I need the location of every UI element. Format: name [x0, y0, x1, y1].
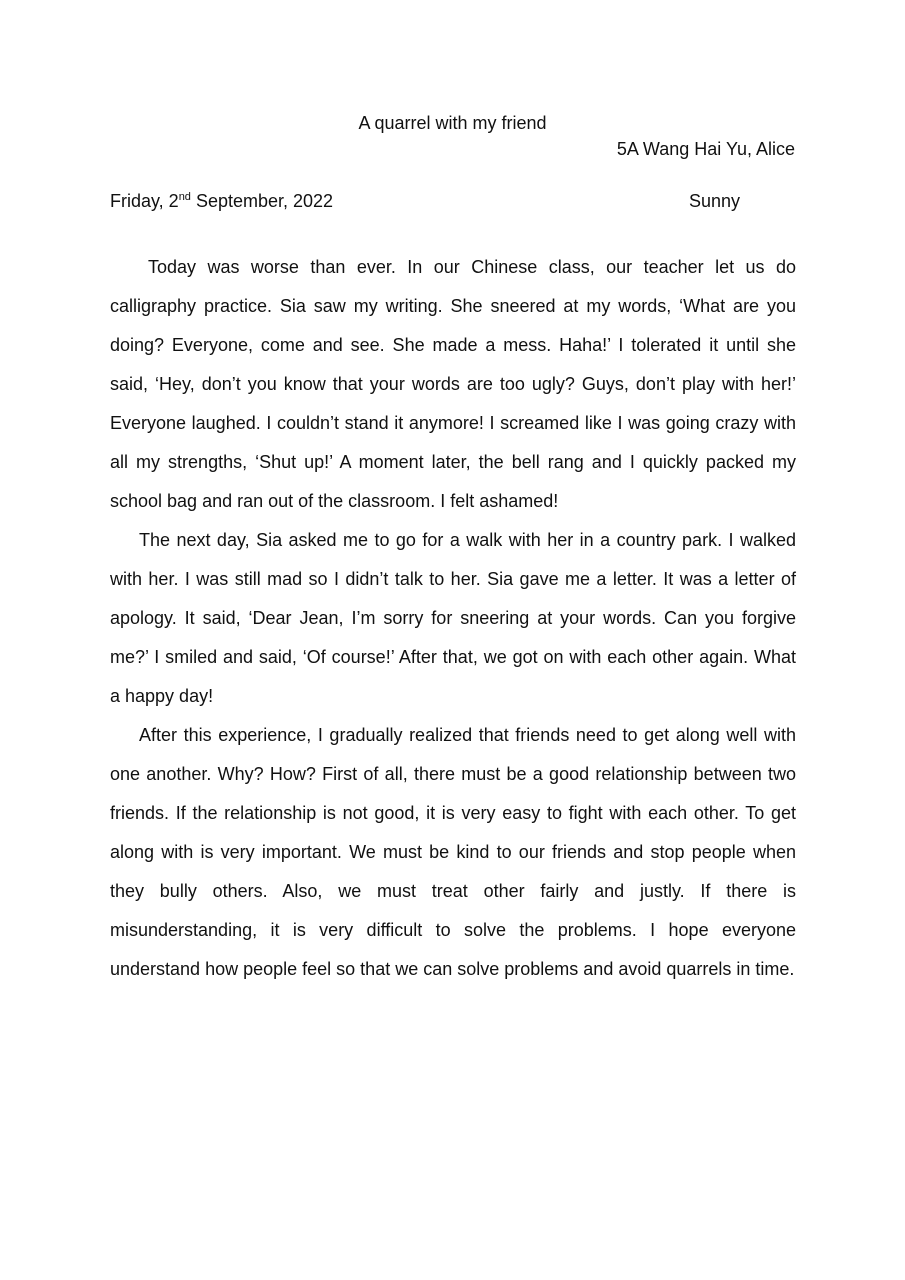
document-title: A quarrel with my friend: [358, 113, 547, 133]
weather-label: Sunny: [689, 191, 741, 211]
author-line: 5A Wang Hai Yu, Alice: [616, 139, 795, 159]
paragraph-3: After this experience, I gradually realized that friends need to get along well with one another. Why? How? First of all, there must be a good relationship between two friends. If the relationship is not good, it is very easy to fight with each other. To get along with is very important. We must be kind to our friends and stop people when they bully others. Also, we must treat other fairly and justly. If there is misunderstanding, it is very difficult to solve the problems. I hope everyone understand how people feel so that we can solve problems and avoid quarrels in time.: [110, 725, 796, 979]
essay-body: [110, 248, 796, 989]
date-line: [110, 189, 333, 213]
date-day: Friday, 2: [110, 191, 179, 211]
paragraph-2: The next day, Sia asked me to go for a walk with her in a country park. I walked with her. I was still mad so I didn’t talk to her. Sia gave me a letter. It was a letter of apology. It said, ‘Dear Jean, I’m sorry for sneering at your words. Can you forgive me?’ I smiled and said, ‘Of course!’ After that, we got on with each other again. What a happy day!: [110, 530, 796, 706]
date-ordinal-suffix: nd: [178, 191, 191, 203]
paragraph-1: Today was worse than ever. In our Chinese class, our teacher let us do calligraphy practice. Sia saw my writing. She sneered at my words, ‘What are you doing? Everyone, come and see. She made a mess. Haha!’ I tolerated it until she said, ‘Hey, don’t you know that your words are too ugly? Guys, don’t play with her!’ Everyone laughed. I couldn’t stand it anymore! I screamed like I was going crazy with all my strengths, ‘Shut up!’ A moment later, the bell rang and I quickly packed my school bag and ran out of the classroom. I felt ashamed!: [110, 257, 796, 511]
date-rest: September, 2022: [190, 191, 334, 211]
